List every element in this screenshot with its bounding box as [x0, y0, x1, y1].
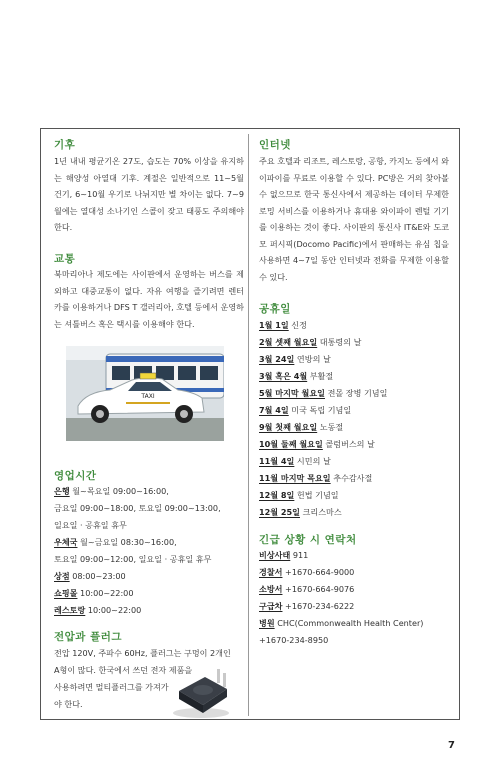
taxi-photo-illustration: [66, 346, 224, 441]
holiday-line: 9월 첫째 월요일 노동절: [259, 422, 344, 432]
hours-line: 금요일 09:00~18:00, 토요일 09:00~13:00,: [54, 503, 221, 513]
emergency-line: 비상사태 911: [259, 550, 309, 560]
holiday-line: 12월 25일 크리스마스: [259, 507, 342, 517]
power-text-line: A형이 많다. 한국에서 쓰던 전자 제품을: [54, 665, 193, 675]
holiday-line: 10월 둘째 월요일 콜럼버스의 날: [259, 439, 375, 449]
emergency-line: 소방서 +1670-664-9076: [259, 584, 355, 594]
power-text-line: 야 한다.: [54, 699, 83, 709]
page-number: 7: [448, 740, 455, 751]
column-divider: [248, 134, 249, 716]
holiday-line: 7월 4일 미국 독립 기념일: [259, 405, 352, 415]
holiday-line: 2월 셋째 월요일 대통령의 날: [259, 337, 362, 347]
hours-line: 쇼핑몰 10:00~22:00: [54, 588, 134, 598]
power-text-line: 사용하려면 멀티플러그를 가져가: [54, 682, 169, 692]
holiday-line: 3월 24일 연방의 날: [259, 354, 331, 364]
internet-text: 주요 호텔과 리조트, 레스토랑, 공항, 카지노 등에서 와이파이를 무료로 이용할 수 있다. PC방은 거의 찾아볼 수 없으므로 한국 통신사에서 제공하는 데이터 무제한 로밍 서비스를 이용하거나 휴대용 와이파이 렌털 기기를 이용하는 것이 좋다. 사이판의 통신사 IT&E와 도코모 퍼시픽(Docomo Pacific)에서 판매하는 유심 칩을 사용하면 4~7일 동안 인터넷과 전화를 무제한 이용할 수 있다.: [259, 156, 449, 282]
climate-text: 1년 내내 평균기온 27도, 습도는 70% 이상을 유지하는 해양성 아열대 기후. 계절은 일반적으로 11~5월 건기, 6~10월 우기로 나뉘지만 별 차이는 없다. 7~9월에는 열대성 소나기인 스콜이 잦고 태풍도 주의해야 한다.: [54, 156, 244, 232]
hours-line: 우체국 월~금요일 08:30~16:00,: [54, 537, 177, 547]
holiday-line: 11월 마지막 목요일 추수감사절: [259, 473, 373, 483]
power-heading: 전압과 플러그: [54, 631, 123, 643]
transport-text: 북마리아나 제도에는 사이판에서 운영하는 버스를 제외하고 대중교통이 없다. 자유 여행을 즐기려면 렌터카를 이용하거나 DFS T 갤러리아, 호텔 등에서 운영하는 셔틀버스 혹은 택시를 이용해야 한다.: [54, 269, 244, 329]
hours-heading: 영업시간: [54, 470, 97, 482]
internet-heading: 인터넷: [259, 139, 291, 151]
holiday-line: 11월 4일 시민의 날: [259, 456, 331, 466]
transport-heading: 교통: [54, 253, 76, 265]
holiday-line: 12월 8일 헌법 기념일: [259, 490, 339, 500]
hours-line: 상점 08:00~23:00: [54, 571, 126, 581]
holiday-line: 3월 혹은 4월 부활절: [259, 371, 334, 381]
emergency-heading: 긴급 상황 시 연락처: [259, 534, 357, 546]
hours-line: 토요일 09:00~12:00, 일요일 · 공휴일 휴무: [54, 554, 212, 564]
plug-adapter-image: [171, 667, 235, 719]
hours-line: 레스토랑 10:00~22:00: [54, 605, 142, 615]
emergency-line: 병원 CHC(Commonwealth Health Center): [259, 618, 424, 628]
taxi-label: TAXI: [141, 393, 155, 400]
power-text-line: 전압 120V, 주파수 60Hz, 플러그는 구멍이 2개인: [54, 648, 231, 658]
emergency-line: +1670-234-8950: [259, 635, 329, 645]
content-frame: [40, 128, 460, 720]
holiday-line: 5월 마지막 월요일 전몰 장병 기념일: [259, 388, 388, 398]
taxi-photo: [66, 346, 224, 441]
holiday-line: 1월 1일 신정: [259, 320, 307, 330]
hours-line: 은행 월~목요일 09:00~16:00,: [54, 486, 169, 496]
climate-heading: 기후: [54, 139, 76, 151]
emergency-line: 구급차 +1670-234-6222: [259, 601, 355, 611]
emergency-line: 경찰서 +1670-664-9000: [259, 567, 355, 577]
hours-line: 일요일 · 공휴일 휴무: [54, 520, 127, 530]
holidays-heading: 공휴일: [259, 303, 291, 315]
